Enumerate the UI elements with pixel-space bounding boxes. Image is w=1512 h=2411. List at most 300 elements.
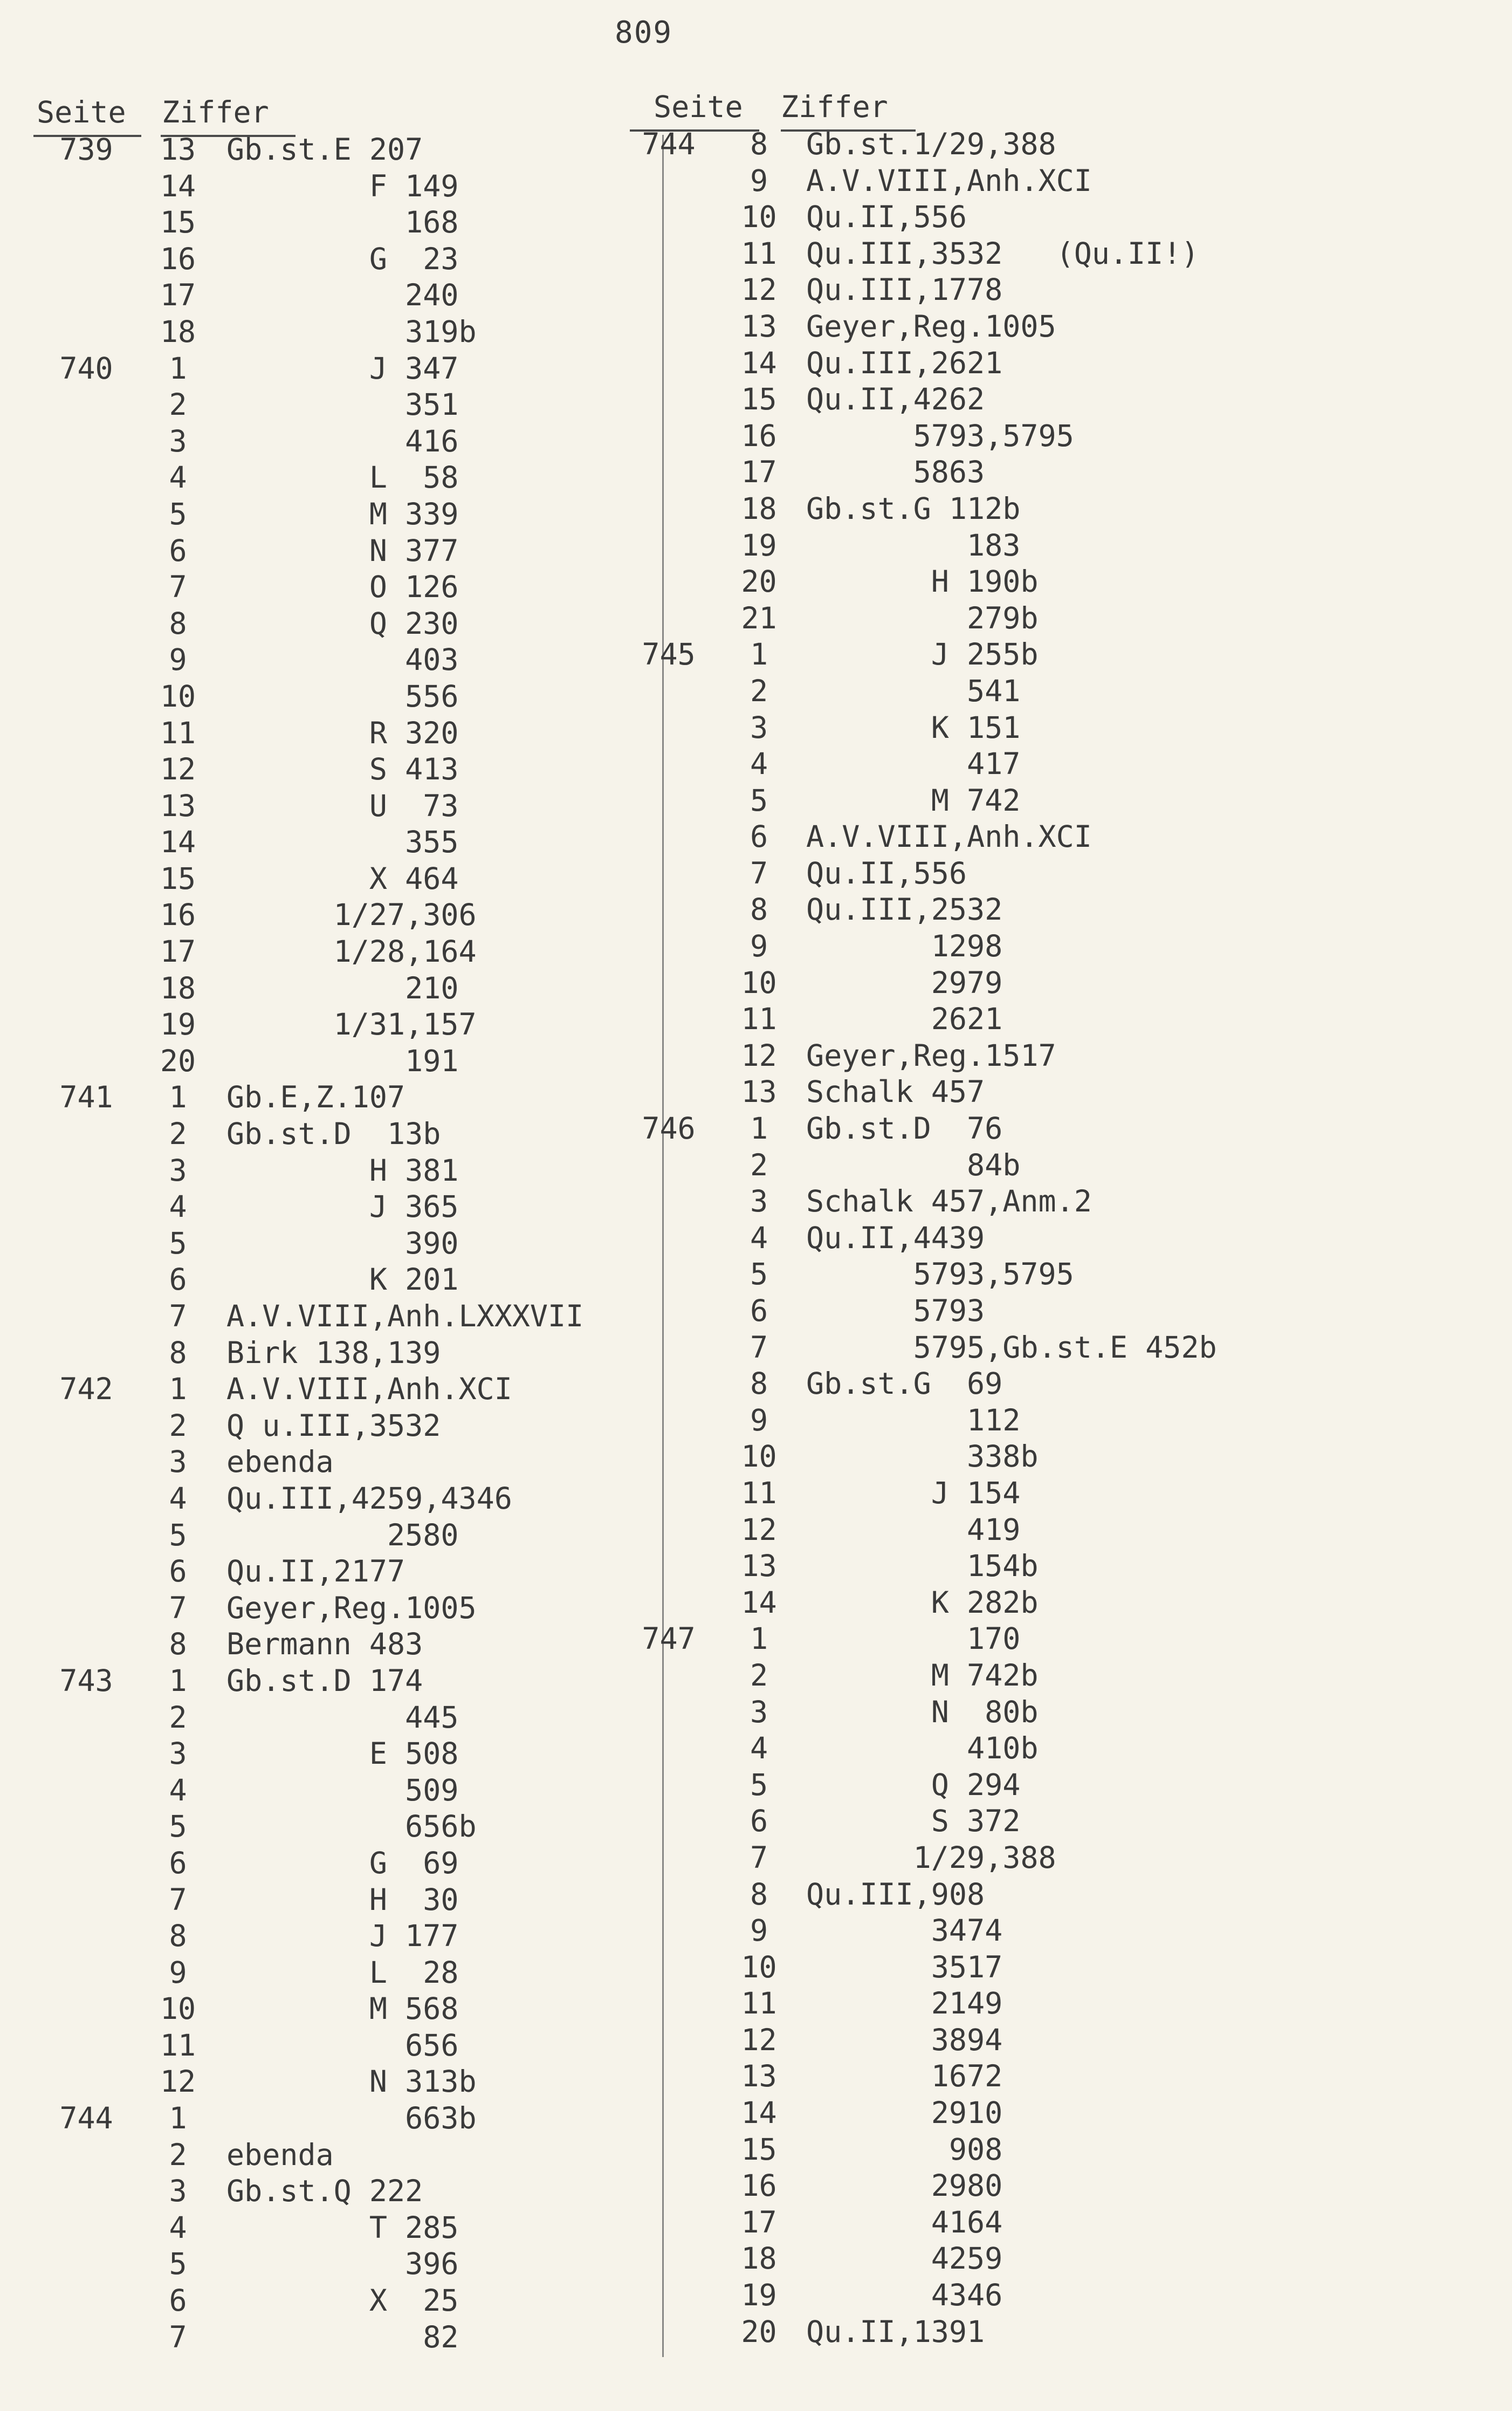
table-row [615, 1220, 1456, 1257]
reference-cell: 338b [806, 1439, 1039, 1474]
reference-cell: K 201 [226, 1262, 459, 1297]
reference-cell: Gb.st.G 69 [806, 1366, 1003, 1401]
ziffer-cell: 1 [169, 351, 187, 386]
table-row [32, 1079, 701, 1116]
ziffer-cell: 10 [741, 200, 777, 235]
reference-cell: Qu.II,1391 [806, 2314, 985, 2349]
table-row [615, 345, 1456, 382]
table-row [32, 934, 701, 970]
reference-cell: Qu.III,1778 [806, 272, 1003, 307]
table-row [615, 1913, 1456, 1949]
ziffer-cell: 6 [169, 2283, 187, 2318]
reference-cell: Gb.st.D 174 [226, 1663, 423, 1698]
reference-cell: 410b [806, 1731, 1039, 1766]
table-row [32, 679, 701, 715]
table-row [32, 970, 701, 1007]
table-row [32, 1955, 701, 1991]
ziffer-cell: 5 [169, 2246, 187, 2282]
reference-cell: 112 [806, 1402, 1021, 1437]
table-row [32, 606, 701, 642]
reference-cell: ebenda [226, 2137, 334, 2172]
table-row [32, 460, 701, 496]
reference-cell: 279b [806, 600, 1039, 635]
ziffer-cell: 2 [169, 1700, 187, 1735]
table-row [615, 2132, 1456, 2168]
reference-cell: 210 [226, 970, 459, 1005]
ziffer-cell: 13 [160, 788, 196, 823]
table-row [32, 861, 701, 898]
table-row [32, 1371, 701, 1408]
reference-cell: Schalk 457,Anm.2 [806, 1184, 1092, 1219]
table-row [32, 824, 701, 861]
ziffer-cell: 10 [741, 1949, 777, 1984]
table-row [615, 2241, 1456, 2277]
reference-cell: 240 [226, 278, 459, 313]
reference-cell: 2980 [806, 2168, 1003, 2203]
table-row [615, 1366, 1456, 1402]
table-row [615, 2277, 1456, 2314]
table-row [32, 241, 701, 278]
reference-cell: 191 [226, 1043, 459, 1078]
reference-cell: Gb.st.1/29,388 [806, 127, 1056, 161]
table-row [615, 710, 1456, 746]
ziffer-cell: 19 [741, 2278, 777, 2313]
ziffer-cell: 5 [169, 1517, 187, 1552]
reference-cell: Q 294 [806, 1767, 1021, 1802]
table-row [615, 1439, 1456, 1475]
reference-cell: 5793 [806, 1293, 985, 1328]
reference-cell: 417 [806, 746, 1021, 782]
table-row [32, 1225, 701, 1262]
table-row [32, 1590, 701, 1627]
reference-cell: O 126 [226, 570, 459, 605]
ziffer-cell: 3 [750, 1184, 768, 1219]
table-row [32, 351, 701, 387]
ziffer-cell: 4 [169, 1189, 187, 1224]
reference-cell: 396 [226, 2246, 459, 2282]
ziffer-cell: 8 [169, 1919, 187, 1954]
reference-cell: L 58 [226, 460, 459, 495]
ziffer-cell: 19 [741, 528, 777, 563]
reference-cell: 5795,Gb.st.E 452b [806, 1330, 1217, 1365]
ziffer-cell: 8 [750, 1876, 768, 1912]
ziffer-cell: 11 [160, 2028, 196, 2063]
ziffer-cell: 17 [741, 2204, 777, 2239]
table-row [615, 855, 1456, 892]
table-row [615, 1256, 1456, 1293]
reference-cell: 183 [806, 528, 1021, 563]
reference-cell: 5793,5795 [806, 1257, 1074, 1292]
ziffer-cell: 3 [169, 1153, 187, 1188]
table-row [32, 2064, 701, 2100]
reference-cell: 656 [226, 2028, 459, 2063]
ziffer-cell: 17 [160, 934, 196, 969]
ziffer-cell: 3 [169, 1736, 187, 1771]
ziffer-cell: 9 [750, 929, 768, 964]
ziffer-cell: 15 [160, 205, 196, 240]
reference-cell: Qu.III,2621 [806, 345, 1003, 380]
table-row [615, 636, 1456, 673]
table-row [615, 1330, 1456, 1366]
ziffer-cell: 1 [750, 637, 768, 672]
table-row [615, 1074, 1456, 1111]
table-row [615, 564, 1456, 600]
ziffer-cell: 5 [169, 1225, 187, 1261]
table-row [615, 1730, 1456, 1767]
ziffer-cell: 6 [169, 533, 187, 568]
table-row [615, 746, 1456, 783]
table-row [615, 1402, 1456, 1439]
table-row [32, 715, 701, 752]
ziffer-cell: 7 [750, 1330, 768, 1365]
reference-cell: M 339 [226, 496, 459, 531]
ziffer-cell: 6 [750, 1804, 768, 1839]
reference-cell: A.V.VIII,Anh.XCI [226, 1372, 512, 1407]
reference-cell: 509 [226, 1772, 459, 1807]
table-row [32, 1700, 701, 1736]
reference-cell: 1672 [806, 2059, 1003, 2094]
table-row [32, 2028, 701, 2064]
table-row [32, 423, 701, 460]
table-row [32, 1335, 701, 1372]
ziffer-cell: 4 [169, 1481, 187, 1516]
seite-cell: 743 [59, 1663, 113, 1698]
reference-cell: U 73 [226, 788, 459, 823]
ziffer-cell: 10 [741, 965, 777, 1000]
table-row [615, 1038, 1456, 1074]
table-row [615, 1657, 1456, 1694]
ziffer-cell: 9 [750, 163, 768, 198]
table-row [615, 1767, 1456, 1804]
reference-cell: 556 [226, 679, 459, 714]
table-row [32, 1663, 701, 1700]
ziffer-cell: 8 [750, 892, 768, 927]
seite-cell: 740 [59, 351, 113, 386]
ziffer-cell: 2 [169, 2137, 187, 2172]
table-row [615, 1840, 1456, 1876]
ziffer-cell: 4 [169, 1772, 187, 1807]
ziffer-cell: 10 [741, 1439, 777, 1474]
ziffer-cell: 6 [169, 1845, 187, 1880]
table-row [615, 600, 1456, 637]
reference-cell: 663b [226, 2101, 477, 2136]
reference-cell: 1/31,157 [226, 1007, 477, 1042]
table-row [32, 2100, 701, 2137]
ziffer-cell: 6 [169, 1554, 187, 1589]
reference-cell: Geyer,Reg.1005 [806, 309, 1056, 344]
table-row [32, 387, 701, 423]
table-row [32, 1481, 701, 1517]
table-row [615, 454, 1456, 491]
ziffer-cell: 2 [169, 1408, 187, 1443]
ziffer-cell: 13 [160, 132, 196, 167]
ziffer-cell: 5 [169, 1809, 187, 1844]
ziffer-cell: 5 [169, 496, 187, 531]
reference-cell: J 154 [806, 1475, 1021, 1510]
table-row [32, 642, 701, 679]
reference-cell: 5793,5795 [806, 418, 1074, 453]
ziffer-cell: 12 [160, 2064, 196, 2099]
table-row [615, 309, 1456, 345]
table-row [32, 2246, 701, 2283]
seite-cell: 745 [642, 637, 696, 672]
ziffer-cell: 16 [741, 418, 777, 453]
reference-cell: 1/29,388 [806, 1840, 1056, 1875]
ziffer-cell: 13 [741, 1549, 777, 1584]
reference-cell: Gb.st.Q 222 [226, 2174, 423, 2209]
reference-cell: 84b [806, 1147, 1021, 1182]
ziffer-cell: 14 [741, 345, 777, 380]
ziffer-cell: 3 [750, 1694, 768, 1729]
reference-cell: J 177 [226, 1919, 459, 1954]
table-row [32, 1408, 701, 1444]
ziffer-cell: 2 [750, 673, 768, 708]
table-row [32, 1553, 701, 1590]
seite-cell: 741 [59, 1080, 113, 1115]
ziffer-cell: 17 [160, 278, 196, 313]
ziffer-cell: 7 [169, 1299, 187, 1333]
reference-cell: Birk 138,139 [226, 1335, 441, 1370]
ziffer-cell: 1 [169, 2101, 187, 2136]
table-row [32, 1772, 701, 1809]
table-row [32, 1298, 701, 1335]
reference-cell: Qu.II,4439 [806, 1220, 985, 1255]
ziffer-cell: 11 [741, 236, 777, 271]
reference-cell: 355 [226, 825, 459, 860]
table-row [32, 1517, 701, 1554]
reference-cell: 351 [226, 387, 459, 422]
table-row [32, 751, 701, 788]
table-row [615, 1001, 1456, 1038]
table-row [615, 2022, 1456, 2059]
ziffer-cell: 9 [750, 1913, 768, 1948]
reference-cell: 1298 [806, 929, 1003, 964]
reference-cell: 4164 [806, 2204, 1003, 2239]
reference-cell: J 365 [226, 1189, 459, 1224]
table-row [32, 1991, 701, 2028]
ziffer-cell: 1 [169, 1372, 187, 1407]
ziffer-cell: 20 [741, 564, 777, 599]
reference-cell: 168 [226, 205, 459, 240]
ziffer-cell: 18 [160, 314, 196, 349]
table-row [32, 897, 701, 934]
ziffer-cell: 12 [741, 1512, 777, 1547]
table-row [32, 569, 701, 606]
reference-cell: K 151 [806, 710, 1021, 745]
ziffer-cell: 4 [750, 1220, 768, 1255]
table-row [615, 783, 1456, 819]
table-row [615, 1694, 1456, 1731]
table-row [615, 2095, 1456, 2132]
page-number: 809 [615, 15, 673, 50]
table-row [615, 1293, 1456, 1330]
table-row [615, 1585, 1456, 1621]
ziffer-cell: 6 [750, 1293, 768, 1328]
reference-cell: 2979 [806, 965, 1003, 1000]
table-row [32, 2283, 701, 2319]
reference-cell: 2621 [806, 1002, 1003, 1037]
table-row [32, 1006, 701, 1043]
header-ziffer-left: Ziffer [162, 95, 269, 129]
ziffer-cell: 14 [741, 1585, 777, 1620]
table-row [32, 1736, 701, 1772]
ziffer-cell: 20 [741, 2314, 777, 2349]
reference-cell: 2149 [806, 1986, 1003, 2021]
ziffer-cell: 7 [750, 1840, 768, 1875]
ziffer-cell: 3 [169, 2174, 187, 2209]
ziffer-cell: 2 [169, 387, 187, 422]
table-row [615, 892, 1456, 928]
reference-cell: Q u.III,3532 [226, 1408, 441, 1443]
table-row [615, 2168, 1456, 2204]
ziffer-cell: 21 [741, 600, 777, 635]
header-seite-right: Seite [654, 90, 743, 124]
ziffer-cell: 7 [169, 1882, 187, 1917]
reference-cell: 445 [226, 1700, 459, 1735]
reference-cell: Qu.III,908 [806, 1876, 985, 1912]
table-row [615, 272, 1456, 309]
ziffer-cell: 1 [750, 1621, 768, 1656]
reference-cell: 1/27,306 [226, 898, 477, 933]
table-row [615, 1876, 1456, 1913]
reference-cell: M 568 [226, 1991, 459, 2026]
table-row [32, 2319, 701, 2356]
reference-cell: A.V.VIII,Anh.LXXXVII [226, 1299, 584, 1333]
table-row [32, 277, 701, 314]
table-row [615, 2204, 1456, 2241]
table-row [615, 1512, 1456, 1549]
reference-cell: Gb.st.E 207 [226, 132, 423, 167]
reference-cell: Qu.II,556 [806, 200, 967, 235]
reference-cell: T 285 [226, 2210, 459, 2245]
ziffer-cell: 19 [160, 1007, 196, 1042]
table-row [32, 1882, 701, 1919]
seite-cell: 744 [642, 127, 696, 161]
table-row [32, 1262, 701, 1298]
reference-cell: A.V.VIII,Anh.XCI [806, 819, 1092, 854]
reference-cell: N 377 [226, 533, 459, 568]
table-row [615, 381, 1456, 418]
reference-cell: 5863 [806, 455, 985, 490]
ziffer-cell: 8 [750, 1366, 768, 1401]
reference-cell: 403 [226, 642, 459, 677]
table-row [32, 168, 701, 205]
ziffer-cell: 11 [160, 715, 196, 750]
header-ziffer-right: Ziffer [781, 90, 888, 124]
ziffer-cell: 17 [741, 455, 777, 490]
reference-cell: Schalk 457 [806, 1074, 985, 1109]
ziffer-cell: 15 [741, 382, 777, 417]
reference-cell: Qu.II,4262 [806, 382, 985, 417]
table-row [615, 528, 1456, 564]
ziffer-cell: 13 [741, 1074, 777, 1109]
reference-cell: X 25 [226, 2283, 459, 2318]
reference-cell: Bermann 483 [226, 1627, 423, 1662]
table-row [615, 2058, 1456, 2095]
ziffer-cell: 11 [741, 1475, 777, 1510]
right-column [615, 126, 1456, 2350]
table-row [32, 2137, 701, 2174]
reference-cell: L 28 [226, 1955, 459, 1990]
table-row [615, 1147, 1456, 1184]
table-row [615, 965, 1456, 1002]
reference-cell: 2580 [226, 1517, 459, 1552]
ziffer-cell: 3 [169, 1444, 187, 1480]
ziffer-cell: 1 [169, 1663, 187, 1698]
left-column [32, 132, 701, 2355]
table-row [615, 1621, 1456, 1657]
table-row [32, 132, 701, 168]
table-row [32, 1189, 701, 1225]
ziffer-cell: 3 [750, 710, 768, 745]
seite-cell: 747 [642, 1621, 696, 1656]
reference-cell: Gb.st.D 13b [226, 1117, 441, 1152]
reference-cell: Qu.II,556 [806, 855, 967, 891]
ziffer-cell: 1 [750, 1111, 768, 1146]
ziffer-cell: 13 [741, 2059, 777, 2094]
table-row [615, 1985, 1456, 2022]
table-row [615, 1548, 1456, 1585]
reference-cell: Gb.st.G 112b [806, 491, 1021, 526]
reference-cell: H 381 [226, 1153, 459, 1188]
ziffer-cell: 7 [169, 1590, 187, 1625]
reference-cell: J 347 [226, 351, 459, 386]
reference-cell: Geyer,Reg.1517 [806, 1038, 1056, 1073]
reference-cell: N 80b [806, 1694, 1039, 1729]
ziffer-cell: 6 [169, 1262, 187, 1297]
reference-cell: K 282b [806, 1585, 1039, 1620]
reference-cell: Gb.E,Z.107 [226, 1080, 406, 1115]
ziffer-cell: 7 [169, 2319, 187, 2354]
reference-cell: 1/28,164 [226, 934, 477, 969]
ziffer-cell: 5 [750, 1257, 768, 1292]
reference-cell: 2910 [806, 2095, 1003, 2131]
ziffer-cell: 4 [750, 746, 768, 782]
reference-cell: R 320 [226, 715, 459, 750]
reference-cell: 82 [226, 2319, 459, 2354]
reference-cell: A.V.VIII,Anh.XCI [806, 163, 1092, 198]
ziffer-cell: 8 [169, 1335, 187, 1370]
ziffer-cell: 3 [169, 423, 187, 458]
reference-cell: M 742 [806, 783, 1021, 818]
table-row [615, 1949, 1456, 1986]
reference-cell: 656b [226, 1809, 477, 1844]
table-row [32, 204, 701, 241]
ziffer-cell: 11 [741, 1986, 777, 2021]
ziffer-cell: 8 [750, 127, 768, 161]
table-row [615, 1475, 1456, 1512]
reference-cell: M 742b [806, 1657, 1039, 1693]
table-row [32, 788, 701, 825]
table-row [615, 418, 1456, 455]
reference-cell: 170 [806, 1621, 1021, 1656]
table-row [615, 2314, 1456, 2351]
table-row [32, 1153, 701, 1189]
ziffer-cell: 9 [169, 642, 187, 677]
ziffer-cell: 18 [160, 970, 196, 1005]
reference-cell: 419 [806, 1512, 1021, 1547]
table-row [32, 1043, 701, 1080]
reference-cell: Q 230 [226, 606, 459, 641]
table-row [615, 1111, 1456, 1147]
ziffer-cell: 7 [169, 570, 187, 605]
reference-cell: Qu.III,2532 [806, 892, 1003, 927]
reference-cell: Qu.II,2177 [226, 1554, 406, 1589]
reference-cell: S 413 [226, 752, 459, 787]
reference-cell: G 69 [226, 1845, 459, 1880]
table-row [32, 1626, 701, 1663]
table-row [615, 491, 1456, 528]
